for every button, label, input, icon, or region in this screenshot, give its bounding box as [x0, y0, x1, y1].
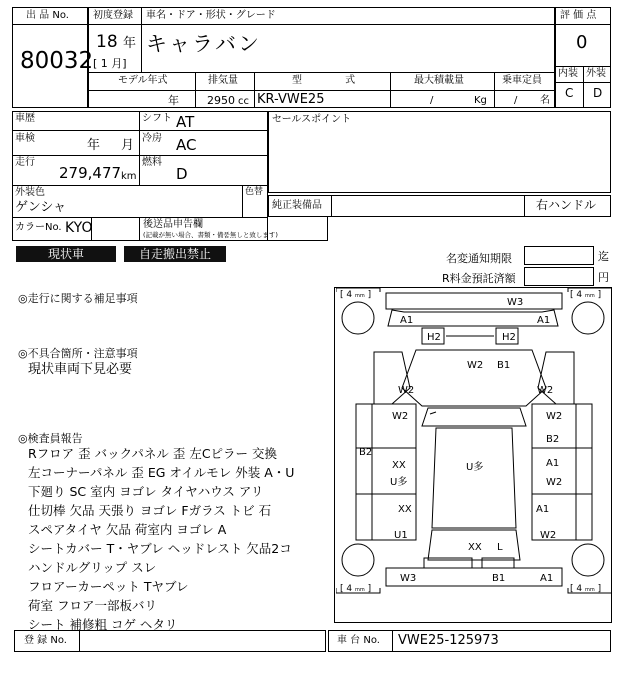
- inspector-line: フロアーカーペット Tヤブレ: [28, 579, 189, 594]
- fuel-label: 燃料: [142, 157, 162, 168]
- mark-front-bumper-right: A1: [537, 315, 551, 326]
- capacity-unit: 名: [540, 95, 550, 106]
- inspector-line: スペアタイヤ 欠品 荷室内 ヨゴレ A: [28, 522, 227, 537]
- recycle-fee-field: [524, 267, 594, 286]
- status-current-car: 現状車: [16, 246, 116, 262]
- chassis-label: 車 台 No.: [337, 635, 380, 646]
- mark-right-mid-a1: A1: [546, 458, 560, 469]
- exterior-grade: D: [593, 86, 603, 100]
- interior-label: 内装: [558, 68, 578, 79]
- genuine-equipment-label: 純正装備品: [272, 200, 322, 211]
- first-reg-year: 18: [96, 32, 118, 52]
- first-reg-label: 初度登録: [93, 10, 133, 21]
- mark-rear-bumper-b1: B1: [492, 573, 506, 584]
- tire-fr-label: [ 4 mm ]: [570, 290, 602, 300]
- inspector-line: シート 補修粗 コゲ ヘタリ: [28, 617, 178, 632]
- color-no: KYO: [65, 220, 93, 236]
- inspector-line: 左コーナーパネル 歪 EG オイルモレ 外装 A・U: [28, 465, 295, 480]
- mark-hood-b: B1: [497, 360, 511, 371]
- shift-label: シフト: [142, 113, 172, 124]
- car-name: キャラバン: [146, 32, 261, 56]
- model-year-label: モデル年式: [118, 75, 168, 86]
- tire-fl-label: [ 4 mm ]: [340, 290, 372, 300]
- inspector-line: 荷室 フロア一部板バリ: [28, 598, 157, 613]
- tire-rl-label: [ 4 mm ]: [340, 584, 372, 594]
- mileage-unit: km: [121, 171, 137, 182]
- tire-rr-label: [ 4 mm ]: [570, 584, 602, 594]
- mark-left-mid-u: U多: [390, 477, 408, 488]
- year-char: 年: [123, 36, 137, 51]
- inspector-line: 下廻り SC 室内 ヨゴレ タイヤハウス アリ: [28, 484, 264, 499]
- lot-no: 80032: [20, 48, 94, 74]
- mark-rear-bumper-w3: W3: [400, 573, 417, 584]
- fuel: D: [176, 165, 188, 183]
- post-doc-label: 後送品申告欄: [143, 219, 203, 230]
- ext-color: ゲンシャ: [15, 200, 67, 215]
- recycle-fee-unit: 円: [598, 271, 609, 284]
- mark-headlight-left: H2: [427, 332, 441, 343]
- type-value: KR-VWE25: [257, 92, 325, 107]
- mark-left-b2: B2: [359, 447, 373, 458]
- mileage-label: 走行: [15, 157, 35, 168]
- inspector-line: シートカバー T・ヤブレ ヘッドレスト 欠品2コ: [28, 541, 292, 556]
- inspection-label: 車検: [15, 133, 35, 144]
- mark-right-rear-w2: W2: [540, 530, 557, 541]
- car-name-label: 車名・ドア・形状・グレード: [146, 10, 276, 21]
- capacity-label: 乗車定員: [502, 75, 542, 86]
- inspection-year: 年: [87, 138, 101, 153]
- capacity-sep: /: [514, 95, 518, 106]
- steering: 右ハンドル: [536, 198, 597, 212]
- interior-grade: C: [565, 86, 574, 100]
- diagram-frame: [334, 287, 612, 623]
- first-reg-month: [ 1 月]: [93, 57, 127, 70]
- mark-right-mid-w2: W2: [546, 477, 563, 488]
- mark-fr-fender: W2: [537, 385, 554, 396]
- displacement-label: 排気量: [208, 75, 238, 86]
- mark-rear-xx: XX: [468, 542, 482, 553]
- post-doc-cell: [242, 217, 328, 241]
- mileage: 279,477: [59, 164, 122, 182]
- color-no-label: カラーNo.: [15, 222, 62, 233]
- exterior-label: 外装: [586, 68, 606, 79]
- max-load-sep: /: [430, 95, 434, 106]
- recolor-label: 色替: [245, 187, 264, 197]
- mark-right-rear-a1: A1: [536, 504, 550, 515]
- sales-points-label: セールスポイント: [272, 114, 352, 125]
- name-change-deadline-label: 名変通知期限: [446, 252, 512, 265]
- name-change-deadline-field: [524, 246, 594, 265]
- displacement: 2950: [207, 94, 235, 107]
- inspector-label: ◎検査員報告: [18, 432, 83, 445]
- mark-left-rear-u1: U1: [394, 530, 408, 541]
- inspection-month: 月: [121, 138, 135, 153]
- max-load-label: 最大積載量: [414, 75, 464, 86]
- mark-left-mid-xx: XX: [392, 460, 406, 471]
- name-change-unit: 迄: [598, 250, 609, 263]
- mark-front-bumper-left: A1: [400, 315, 414, 326]
- mark-rear-bumper-a1: A1: [540, 573, 554, 584]
- model-year-unit: 年: [168, 94, 179, 107]
- score: 0: [576, 32, 588, 53]
- ac: AC: [176, 136, 197, 154]
- mark-right-front-door-b: B2: [546, 434, 560, 445]
- max-load-unit: Kg: [474, 95, 487, 106]
- displacement-unit: cc: [238, 96, 249, 107]
- chassis-no: VWE25-125973: [398, 633, 499, 648]
- mark-fl-fender: W2: [398, 385, 415, 396]
- history-label: 車歴: [15, 113, 35, 124]
- driving-notes-label: ◎走行に関する補足事項: [18, 292, 138, 305]
- mark-hood-w: W2: [467, 360, 484, 371]
- inspector-line: 仕切棒 欠品 天張り ヨゴレ Fガラス トビ 石: [28, 503, 272, 518]
- inspector-line: Rフロア 歪 バックパネル 歪 左Cピラー 交換: [28, 446, 278, 461]
- defects-text: 現状車両下見必要: [28, 362, 133, 377]
- mark-center-roof: U多: [466, 462, 484, 473]
- mark-right-front-door: W2: [546, 411, 563, 422]
- lot-no-label: 出 品 No.: [26, 10, 69, 21]
- shift: AT: [176, 113, 195, 131]
- mark-rear-l: L: [497, 542, 503, 553]
- mark-left-rear-xx: XX: [398, 504, 412, 515]
- mark-left-front-door: W2: [392, 411, 409, 422]
- post-doc-note: (記載が無い場合、書類・備품無しと致します): [143, 231, 278, 239]
- mark-top-bar: W3: [507, 297, 524, 308]
- type-label: 型 式: [292, 75, 356, 86]
- ext-color-label: 外装色: [15, 187, 45, 198]
- status-no-self-drive: 自走搬出禁止: [124, 246, 226, 262]
- ac-label: 冷房: [142, 133, 162, 144]
- inspector-line: ハンドルグリップ スレ: [28, 560, 157, 575]
- mark-headlight-right: H2: [502, 332, 516, 343]
- recycle-fee-label: R料金預託済額: [442, 272, 516, 285]
- reg-no-label: 登 録 No.: [24, 635, 67, 646]
- score-label: 評 価 点: [560, 10, 597, 21]
- defects-label: ◎不具合箇所・注意事項: [18, 347, 138, 360]
